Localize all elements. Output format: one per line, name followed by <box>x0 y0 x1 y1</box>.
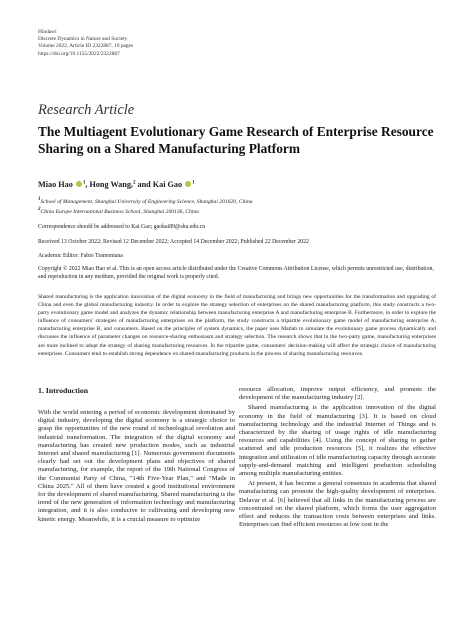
journal-name: Discrete Dynamics in Nature and Society <box>38 36 128 43</box>
publisher-name: Hindawi <box>38 29 57 35</box>
paragraph: resource allocation, improve output efficiency, and promote the development of the manufacturing industry [2]. <box>239 386 436 402</box>
journal-header <box>38 29 133 58</box>
paragraph: With the world entering a period of economic development dominated by digital industry, developing the digital economy is a strategic choice to grasp the opportunities of the new round of technological revolution and industrial transformation. The integration of the digital economy and manufacturing has created new production modes, such as industrial Internet and shared manufacturing [1]. Numerous government documents clearly had set out the development plans and objectives of shared manufacturing, for example, the report of the 19th National Congress of the Communist Party of China, "14th Five-Year Plan," and "Made in China 2025." All of them have created a good institutional environment for the development of shared manufacturing. Shared manufacturing is the trend of the new generation of information technology and manufacturing integration, and it is also conducive to cultivating and developing new kinetic energy. Meanwhile, it is a crucial measure to optimize <box>38 409 235 523</box>
author-affiliation-mark: 2 <box>132 180 136 186</box>
affiliations <box>38 196 253 217</box>
copyright-notice: Copyright © 2022 Miao Hao et al. This is an open access article distributed under the Creative Commons Attribution License, which permits unrestricted use, distribution, and reproduction in any medium, provided the original work is properly cited. <box>38 266 434 281</box>
author-list: Miao Hao $^1$, Hong Wang,$^2$ and Kai Gao $^1$ <box>38 180 195 189</box>
academic-editor: Academic Editor: Fabio Tramontana <box>38 253 123 259</box>
paragraph: At present, it has become a general consensus in academia that shared manufacturing can promote the high-quality development of enterprises. Delavar et al. [6] believed that all links in the manufacturing process are concentrated on the shared platform, which forms the user aggregation effect and reduces the transaction costs between enterprises and links. Enterprises can find efficient resources at low cost in the <box>239 480 436 529</box>
section-heading: 1. Introduction <box>38 386 89 395</box>
author-name: and Kai Gao <box>137 180 183 189</box>
volume-line: Volume 2022, Article ID 2322887, 19 pages <box>38 43 134 50</box>
article-title: The Multiagent Evolutionary Game Research of Enterprise Resource Sharing on a Shared Manufacturing Platform <box>38 124 434 156</box>
author-name: Miao Hao <box>38 180 73 189</box>
affiliation-item: 2China Europe International Business School, Shanghai 200136, China <box>38 207 199 216</box>
orcid-icon[interactable] <box>76 181 82 187</box>
author-name: Hong Wang, <box>89 180 133 189</box>
paragraph: Shared manufacturing is the application innovation of the digital economy in the field of manufacturing [3]. It is based on cloud manufacturing technology and the industrial Internet of Things and is characterized by the sharing of usage rights of idle manufacturing resources and capabilities [4]. Using the concept of sharing to gather scattered and idle production resources [5], it realizes the effective integration and utilization of idle manufacturing capacity through accurate supply-and-demand matching and intelligent production scheduling among multiple manufacturing entities. <box>239 404 436 478</box>
correspondence: Correspondence should be addressed to Kai Gao; gaokai89@shu.edu.cn <box>38 224 206 230</box>
author-affiliation-mark: 1 <box>82 180 86 186</box>
abstract: Shared manufacturing is the application innovation of the digital economy in the field of manufacturing and brings new opportunities for the transformation and upgrading of China and even the global manufacturing industry. In order to explore the strategy selection of enterprises on the shared manufacturing platform, this study constructs a two-party evolutionary game model and analyzes the dynamic relationship between manufacturing enterprise A and manufacturing enterprise B. Furthermore, in order to explore the influence of consumers' strategies of manufacturing enterprises on the platform, the study constructs a tripartite evolutionary game model of manufacturing enterprise A, manufacturing enterprise B, and consumers. Based on the principles of system dynamics, the paper uses Matlab to simulate the evolutionary game process dynamically and discusses the influence of parameter changes on resource-sharing enthusiasm and strategy selection. The research shows that in the two-party game, manufacturing enterprises are more inclined to adopt the strategy of sharing manufacturing resources. In the tripartite game, consumers' decision-making will affect the strategic choice of manufacturing enterprises. Consumers tend to establish strong dependence on shared-manufacturing products in the process of sharing manufacturing resources. <box>38 294 436 357</box>
author-affiliation-mark: 1 <box>192 180 195 186</box>
article-type: Research Article <box>38 102 135 118</box>
doi-link[interactable]: https://doi.org/10.1155/2022/2322887 <box>38 50 120 57</box>
orcid-icon[interactable] <box>185 181 191 187</box>
affiliation-item: 1School of Management, Shanghai University of Engineering Science, Shanghai 201620, China <box>38 197 253 205</box>
left-column <box>38 386 235 526</box>
publication-dates: Received 13 October 2022; Revised 12 December 2022; Accepted 14 December 2022; Published 22 December 2022 <box>38 239 309 245</box>
right-column <box>239 386 436 531</box>
